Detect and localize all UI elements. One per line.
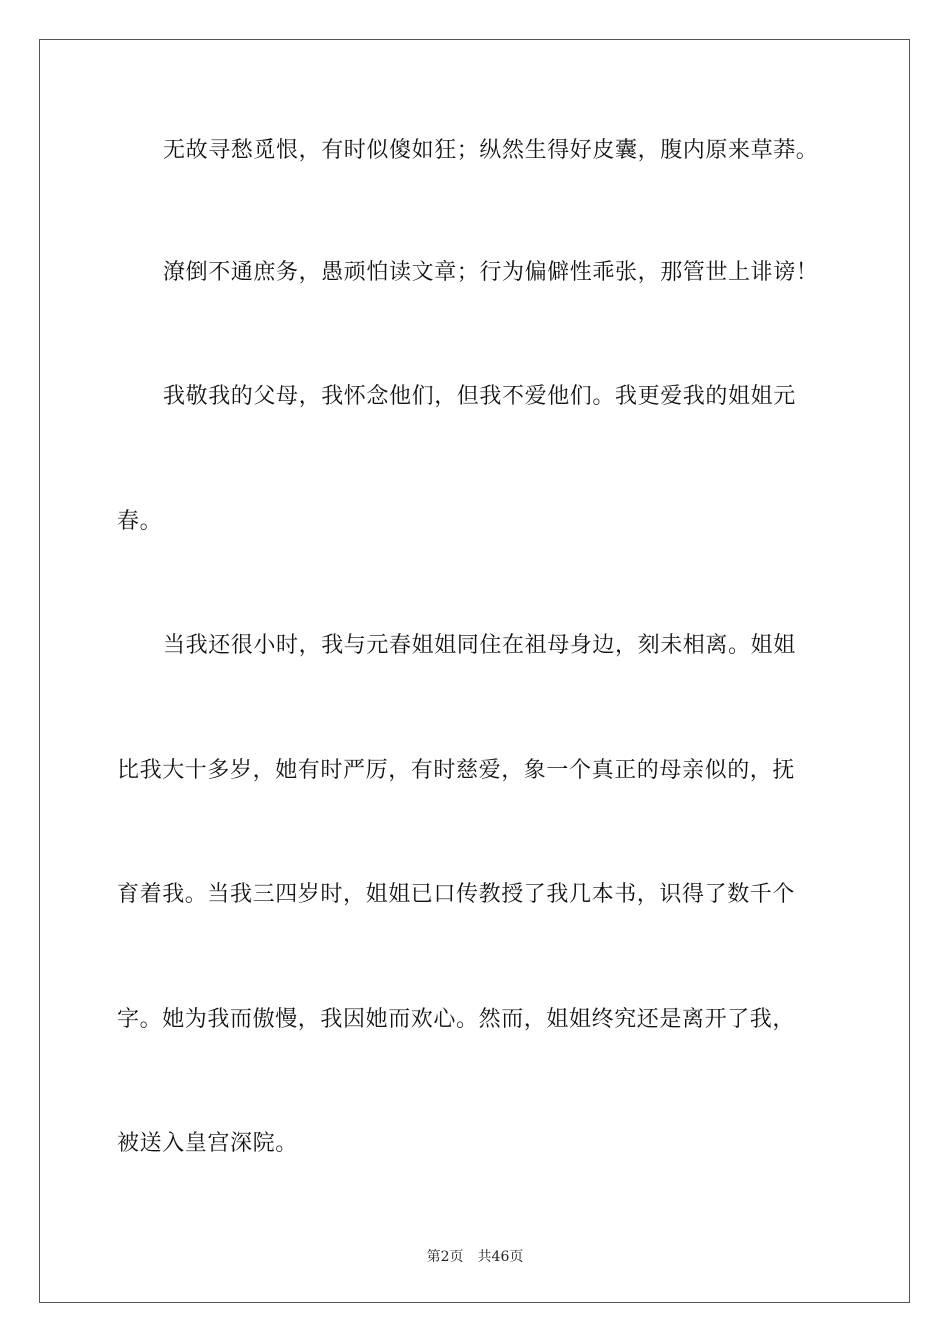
page-total: 共46页 — [477, 1249, 524, 1265]
page-frame — [39, 39, 910, 1303]
text-line-9: 被送入皇宫深院。 — [117, 1131, 298, 1156]
text-line-1: 无故寻愁觅恨，有时似傻如狂；纵然生得好皮囊，腹内原来草莽。 — [163, 138, 819, 163]
text-line-5: 当我还很小时，我与元春姐姐同住在祖母身边，刻未相离。姐姐 — [163, 633, 796, 658]
text-line-6: 比我大十多岁，她有时严厉，有时慈爱，象一个真正的母亲似的，抚 — [117, 758, 796, 783]
page-number: 第2页 — [426, 1249, 464, 1265]
text-line-2: 潦倒不通庶务，愚顽怕读文章；行为偏僻性乖张，那管世上诽谤！ — [163, 260, 819, 285]
text-line-8: 字。她为我而傲慢，我因她而欢心。然而，姐姐终究还是离开了我， — [117, 1007, 796, 1032]
text-line-3: 我敬我的父母，我怀念他们，但我不爱他们。我更爱我的姐姐元 — [163, 384, 796, 409]
text-line-4: 春。 — [117, 509, 163, 534]
text-line-7: 育着我。当我三四岁时，姐姐已口传教授了我几本书，识得了数千个 — [117, 882, 796, 907]
page-footer — [0, 1247, 950, 1267]
